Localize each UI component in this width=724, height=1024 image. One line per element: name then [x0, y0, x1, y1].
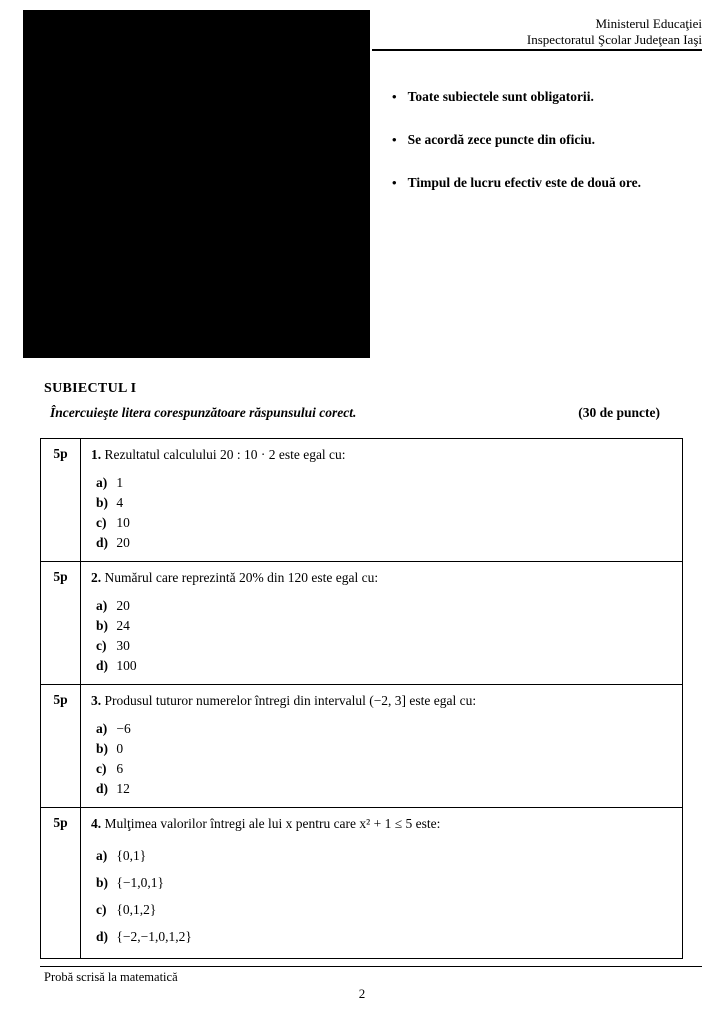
question-number: 2.: [91, 570, 102, 585]
question-number: 1.: [91, 447, 102, 462]
choice-value: 4: [116, 495, 124, 510]
choice-value: 12: [116, 781, 130, 796]
question-number: 4.: [91, 816, 102, 831]
choice-value: {0,1,2}: [116, 902, 157, 917]
notice-text: Timpul de lucru efectiv este de două ore.: [407, 175, 642, 190]
choice-value: 20: [116, 598, 130, 613]
choice-value: 100: [116, 658, 137, 673]
choice-letter: d): [96, 535, 109, 550]
choice-letter: c): [96, 638, 107, 653]
header-rule: [372, 49, 702, 51]
notice-text: Toate subiectele sunt obligatorii.: [407, 89, 594, 104]
choice-letter: a): [96, 475, 108, 490]
choice-value: 30: [116, 638, 130, 653]
question-row-1: [41, 439, 683, 562]
question-1-text: [91, 446, 670, 464]
choice-a: [96, 596, 670, 616]
page-number: 2: [358, 986, 366, 1001]
notices-list: [392, 88, 692, 217]
question-3-cell: [81, 685, 683, 808]
bullet-icon: •: [392, 132, 397, 147]
instruction-text: Încercuieşte litera corespunzătoare răspunsului corect.: [50, 405, 357, 420]
instruction-row: [50, 405, 660, 421]
question-4-points: 5p: [41, 808, 81, 959]
question-2-text: [91, 569, 670, 587]
choice-letter: c): [96, 761, 107, 776]
choice-c: [96, 759, 670, 779]
header-inspectorate: Inspectoratul Şcolar Judeţean Iaşi: [526, 32, 702, 47]
notice-item: [392, 131, 692, 148]
question-4-text: [91, 815, 670, 833]
choice-b: [96, 869, 670, 896]
choice-letter: d): [96, 781, 109, 796]
choice-value: 6: [116, 761, 124, 776]
question-body: Rezultatul calculului 20 : 10 · 2 este egal cu:: [104, 447, 346, 462]
choice-a: [96, 842, 670, 869]
choice-letter: d): [96, 658, 109, 673]
footer-text: Probă scrisă la matematică: [44, 970, 178, 984]
choice-letter: a): [96, 721, 108, 736]
choice-value: 0: [116, 741, 124, 756]
choice-c: [96, 896, 670, 923]
choice-letter: b): [96, 495, 109, 510]
choice-value: {−2,−1,0,1,2}: [116, 929, 192, 944]
choice-letter: c): [96, 902, 107, 917]
choice-d: [96, 533, 670, 553]
choice-value: 10: [116, 515, 130, 530]
bullet-icon: •: [392, 89, 397, 104]
choice-value: −6: [116, 721, 131, 736]
question-2-points: 5p: [41, 562, 81, 685]
choice-value: {0,1}: [116, 848, 147, 863]
question-body: Numărul care reprezintă 20% din 120 este egal cu:: [104, 570, 379, 585]
question-number: 3.: [91, 693, 102, 708]
choice-letter: a): [96, 598, 108, 613]
choice-b: [96, 493, 670, 513]
choice-value: {−1,0,1}: [116, 875, 164, 890]
choice-letter: b): [96, 875, 109, 890]
question-4-cell: [81, 808, 683, 959]
document-header: [527, 16, 702, 48]
question-row-3: [41, 685, 683, 808]
choice-letter: c): [96, 515, 107, 530]
choice-value: 24: [116, 618, 130, 633]
choice-value: 1: [116, 475, 124, 490]
choice-d: [96, 923, 670, 950]
choice-value: 20: [116, 535, 130, 550]
choice-b: [96, 739, 670, 759]
section-points: (30 de puncte): [578, 405, 660, 420]
choice-letter: b): [96, 741, 109, 756]
redaction-box: [23, 10, 370, 358]
question-2-cell: [81, 562, 683, 685]
choice-a: [96, 473, 670, 493]
question-1-cell: [81, 439, 683, 562]
choice-a: [96, 719, 670, 739]
choice-c: [96, 636, 670, 656]
question-3-text: [91, 692, 670, 710]
section-title: SUBIECTUL I: [44, 381, 137, 396]
bullet-icon: •: [392, 175, 397, 190]
footer-rule: [40, 966, 702, 967]
question-row-4: [41, 808, 683, 959]
notice-item: [392, 174, 692, 191]
choice-letter: a): [96, 848, 108, 863]
questions-table: [40, 438, 683, 959]
question-row-2: [41, 562, 683, 685]
question-body: Mulţimea valorilor întregi ale lui x pentru care x² + 1 ≤ 5 este:: [104, 816, 441, 831]
choice-d: [96, 656, 670, 676]
choice-c: [96, 513, 670, 533]
choice-letter: b): [96, 618, 109, 633]
notice-item: [392, 88, 692, 105]
question-body: Produsul tuturor numerelor întregi din intervalul (−2, 3] este egal cu:: [104, 693, 477, 708]
choice-d: [96, 779, 670, 799]
choice-b: [96, 616, 670, 636]
choice-letter: d): [96, 929, 109, 944]
question-1-points: 5p: [41, 439, 81, 562]
notice-text: Se acordă zece puncte din oficiu.: [407, 132, 596, 147]
question-3-points: 5p: [41, 685, 81, 808]
header-ministry: Ministerul Educaţiei: [595, 16, 702, 31]
